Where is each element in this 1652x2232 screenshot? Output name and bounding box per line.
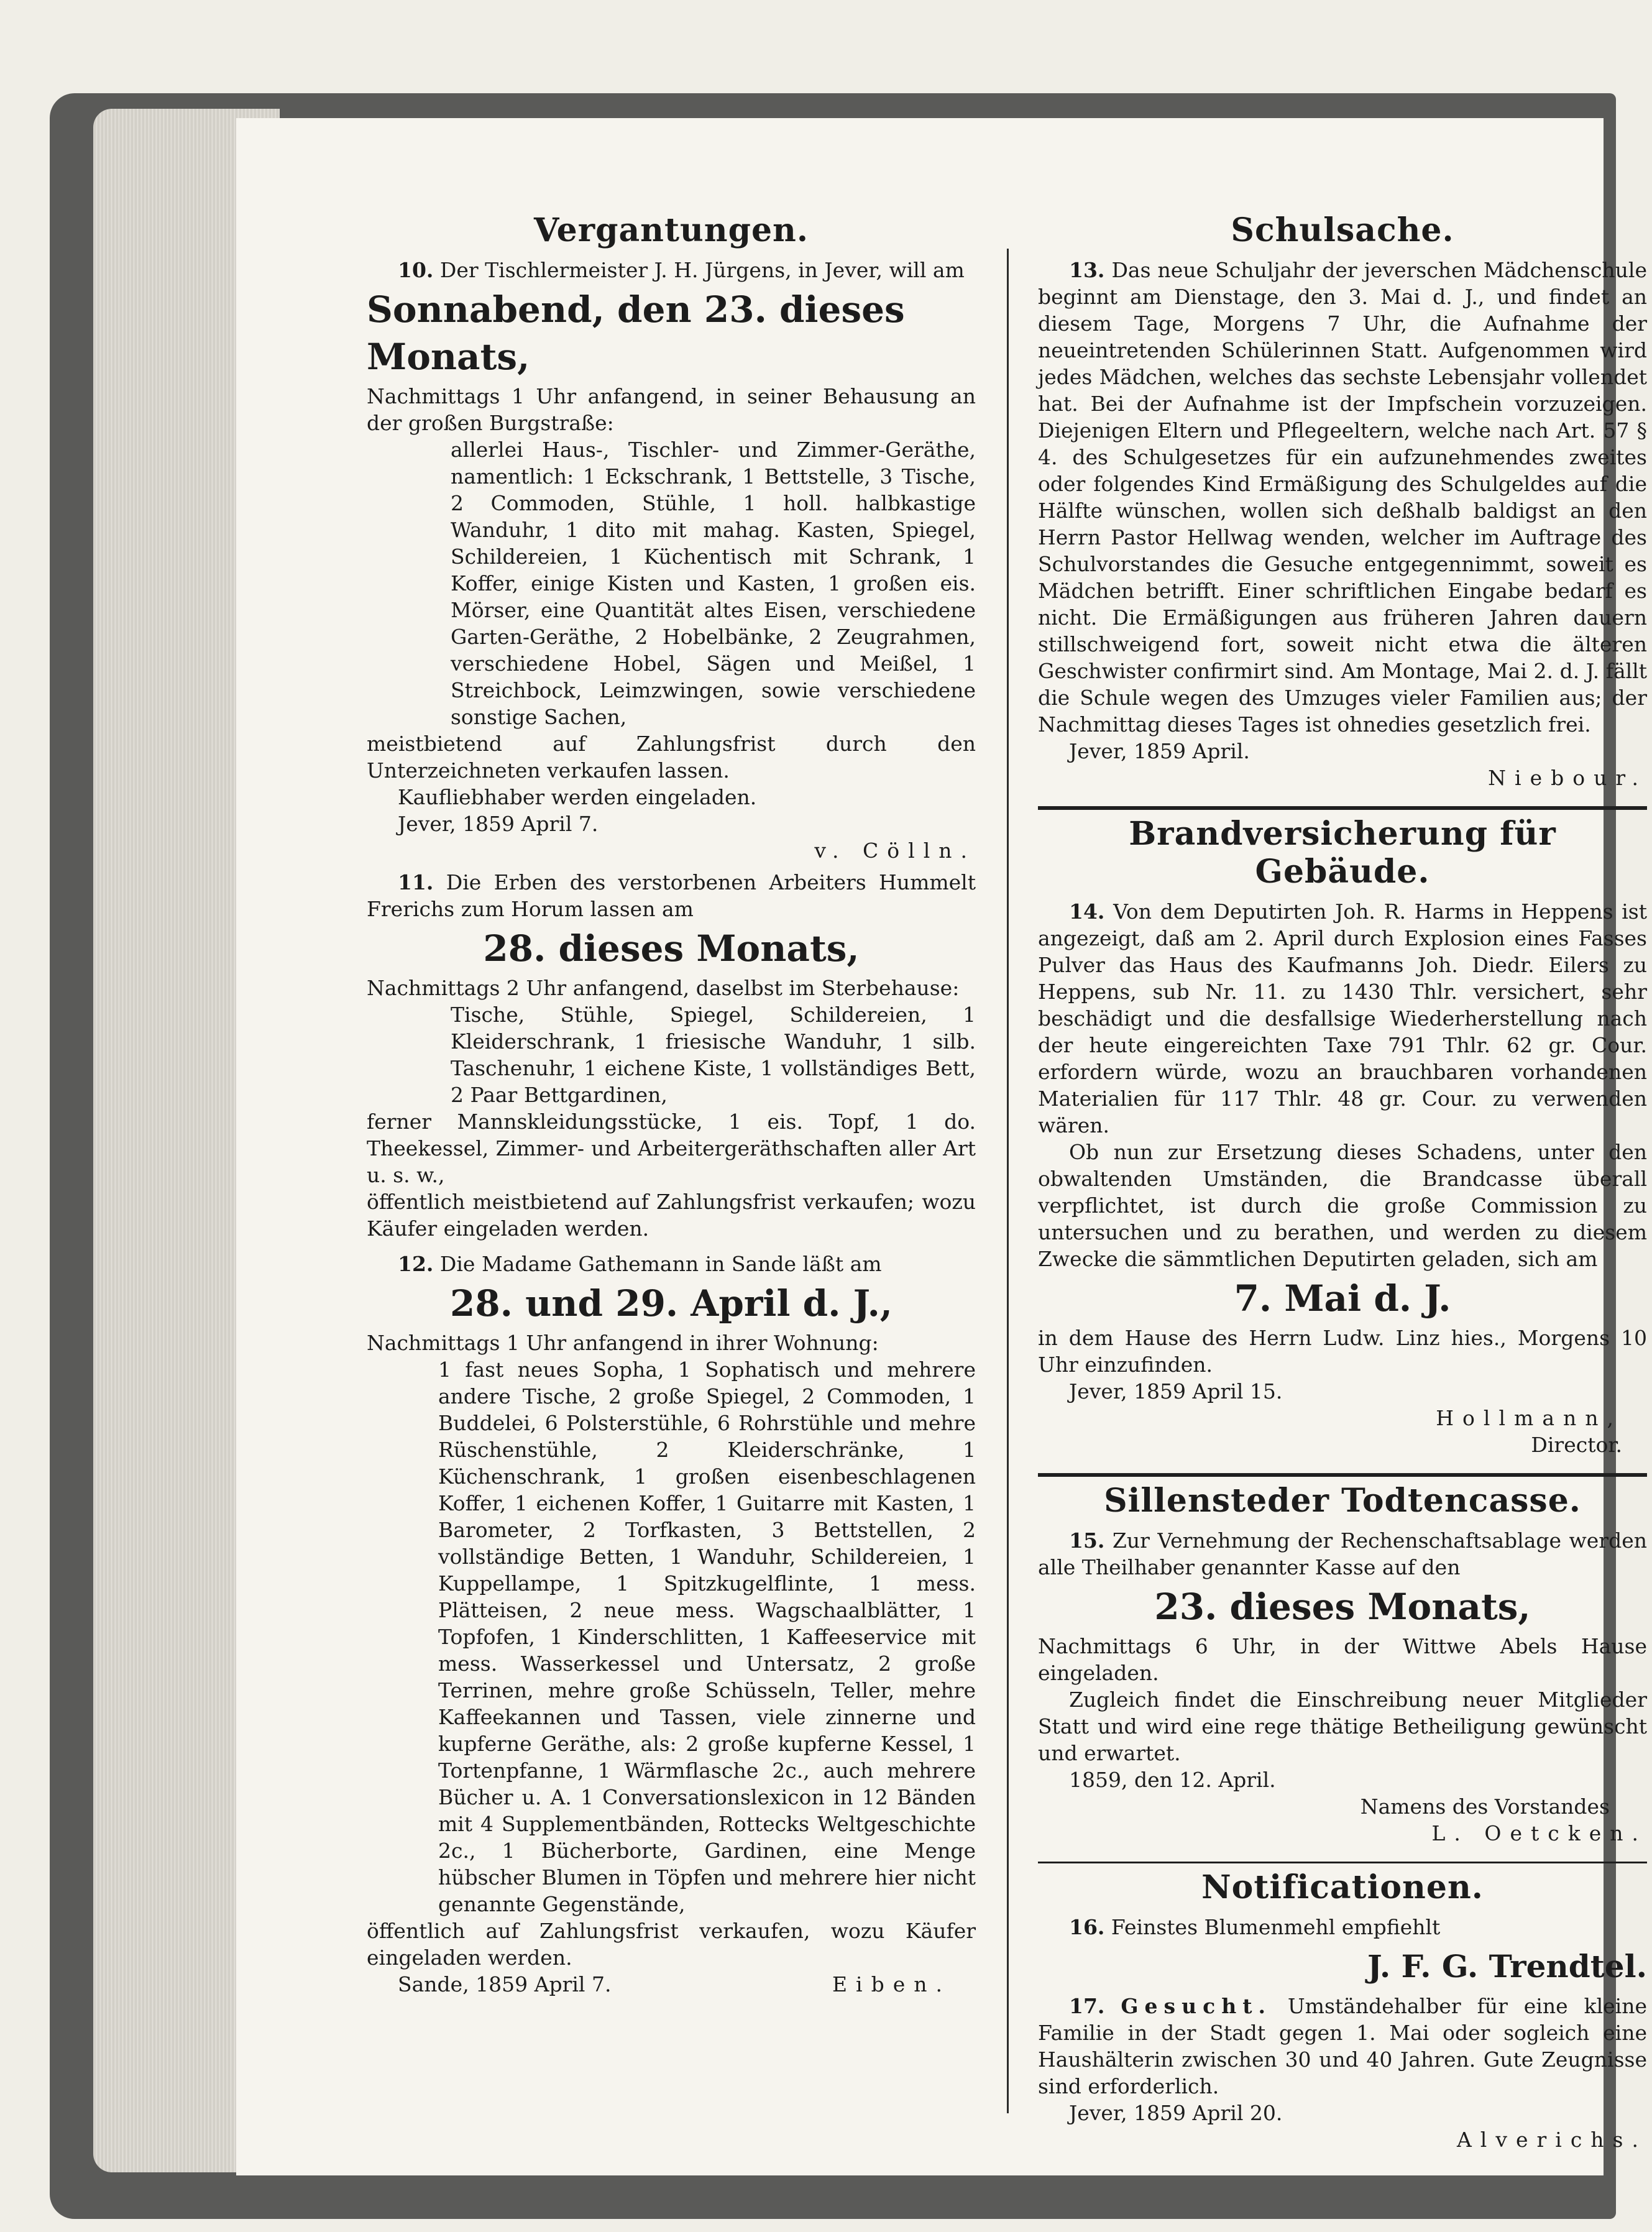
- place-date: Jever, 1859 April 7.: [398, 812, 599, 836]
- section-title: Vergantungen.: [534, 211, 809, 249]
- meeting-time: Nachmittags 6 Uhr, in der Wittwe Abels Hause eingeladen.: [1038, 1634, 1647, 1685]
- place-date: Jever, 1859 April 20.: [1069, 2101, 1283, 2125]
- signature-role: Director.: [1531, 1433, 1622, 1457]
- place-date: Jever, 1859 April.: [1069, 739, 1250, 763]
- signature: L. Oetcken.: [1431, 1821, 1647, 1845]
- section-title: Sillensteder Todtencasse.: [1104, 1482, 1581, 1520]
- ad-text: Umständehalber für eine kleine Familie in der Stadt gegen 1. Mai oder sogleich eine Haushälterin zwischen 30 und 40 Jahren. Gute Zeugnisse sind erforderlich.: [1038, 1994, 1647, 2098]
- signature: v. Cölln.: [814, 838, 976, 863]
- section-schulsache: [1038, 211, 1647, 791]
- signed-for: Namens des Vorstandes: [1360, 1794, 1610, 1819]
- auction-terms: öffentlich auf Zahlungsfrist verkaufen, wozu Käufer eingeladen werden.: [367, 1919, 976, 1970]
- section-todtencasse: [1038, 1482, 1647, 1847]
- section-title: Schulsache.: [1231, 211, 1454, 249]
- place-date: 1859, den 12. April.: [1069, 1768, 1276, 1792]
- signature: Alverichs.: [1456, 2128, 1647, 2152]
- signature: Niebour.: [1488, 766, 1647, 790]
- section-rule: [1038, 1862, 1647, 1863]
- notice-body: Von dem Deputirten Joh. R. Harms in Heppens ist angezeigt, daß am 2. April durch Explosion eines Fasses Pulver das Haus des Kaufmanns Joh. Diedr. Eilers zu Heppens, sub Nr. 11. zu 1430 Thlr. versichert, sehr beschädigt und die desfallsige Wiederherstellung nach der heute eingereichten Taxe 791 Thlr. 62 gr. Cour. erfordern würde, wozu an brauchbaren vorhandenen Materialien für 117 Thlr. 48 gr. Cour. zu verwenden wären.: [1038, 899, 1647, 1137]
- entry-number: 13.: [1069, 258, 1105, 282]
- entry-intro: Die Erben des verstorbenen Arbeiters Hummelt Frerichs zum Horum lassen am: [367, 870, 976, 921]
- entry-number: 14.: [1069, 899, 1105, 924]
- notice-body: Das neue Schuljahr der jeverschen Mädchenschule beginnt am Dienstage, den 3. Mai d. J., und findet an diesem Tage, Morgens 7 Uhr, die Aufnahme der neueintretenden Schülerinnen Statt. Aufgenommen wird jedes Mädchen, welches das sechste Lebensjahr vollendet hat. Bei der Aufnahme ist der Impfschein vorzuzeigen. Diejenigen Eltern und Pflegeeltern, welche nach Art. 57 § 4. des Schulgesetzes für ein aufzunehmendes zweites oder folgendes Kind Ermäßigung des Schulgeldes auf die Hälfte wünschen, wollen sich deßhalb baldigst an den Herrn Pastor Hellwag wenden, welcher im Auftrage des Schulvorstandes die Gesuche entgegennimmt, soweit es Mädchen betrifft. Einer schriftlichen Eingabe bedarf es nicht. Die Ermäßigungen aus früheren Jahren dauern stillschweigend fort, soweit nicht etwa die älteren Geschwister confirmirt sind. Am Montage, Mai 2. d. J. fällt die Schule wegen des Umzuges vieler Familien aus; der Nachmittag dieses Tages ist ohnedies gesetzlich frei.: [1038, 258, 1647, 737]
- entry-number: 15.: [1069, 1528, 1105, 1553]
- meeting-date: 23. dieses Monats,: [1154, 1586, 1531, 1628]
- notice-body-2: Zugleich findet die Einschreibung neuer Mitglieder Statt und wird eine rege thätige Betheiligung gewünscht und erwartet.: [1038, 1688, 1647, 1765]
- section-rule: [1038, 1473, 1647, 1477]
- auction-time: Nachmittags 1 Uhr anfangend, in seiner Behausung an der großen Burgstraße:: [367, 384, 976, 435]
- auction-items: Tische, Stühle, Spiegel, Schildereien, 1 Kleiderschrank, 1 friesische Wanduhr, 1 silb. Taschenuhr, 1 eichene Kiste, 1 vollständiges Bett, 2 Paar Bettgardinen,: [451, 1003, 976, 1107]
- left-column: [367, 205, 976, 1998]
- entry-intro: Der Tischlermeister J. H. Jürgens, in Jever, will am: [439, 258, 965, 282]
- place-date: Sande, 1859 April 7.: [398, 1972, 612, 1996]
- section-title: Notificationen.: [1201, 1868, 1484, 1906]
- auction-items: 1 fast neues Sopha, 1 Sophatisch und mehrere andere Tische, 2 große Spiegel, 2 Commoden, 1 Buddelei, 6 Polsterstühle, 6 Rohrstühle und mehre Rüschenstühle, 2 Kleiderschränke, 1 Küchenschrank, 1 großen eisenbeschlagenen Koffer, 1 eichenen Koffer, 1 Guitarre mit Kasten, 1 Barometer, 2 Torfkasten, 3 Bettstellen, 2 vollständige Betten, 1 Wanduhr, Schildereien, 1 Kuppellampe, 1 Spitzkugelflinte, 1 mess. Plätteisen, 2 neue mess. Wagschaalblätter, 1 Topfofen, 1 Kinderschlitten, 1 Kaffeeservice mit mess. Wasserkessel und Untersatz, 2 große Terrinen, mehre große Schüsseln, Teller, mehre Kaffeekannen und Tassen, viele zinnerne und kupferne Geräthe, als: 2 große kupferne Kessel, 1 Tortenpfanne, 1 Wärmflasche 2c., auch mehrere Bücher u. A. 1 Conversationslexicon in 12 Bänden mit 4 Supplementbänden, Rottecks Weltgeschichte 2c., 1 Bücherborte, Gardinen, eine Menge hübscher Blumen in Töpfen und mehrere hier nicht genannte Gegenstände,: [438, 1357, 976, 1916]
- advertiser-name: J. F. G. Trendtel.: [1367, 1948, 1647, 1985]
- signature: Eiben.: [832, 1972, 951, 1996]
- ad-lead: Gesucht.: [1121, 1994, 1272, 2018]
- notice-body-2: Ob nun zur Ersetzung dieses Schadens, unter den obwaltenden Umständen, die Brandcasse überall verpflichtet, ist durch die große Commission zu untersuchen und zu berathen, und werden zu diesem Zwecke die sämmtlichen Deputirten geladen, sich am: [1038, 1140, 1647, 1271]
- auction-time: Nachmittags 1 Uhr anfangend in ihrer Wohnung:: [367, 1331, 879, 1355]
- entry-12: [367, 1251, 976, 1998]
- ad-text: Feinstes Blumenmehl empfiehlt: [1111, 1915, 1441, 1939]
- entry-intro: Die Madame Gathemann in Sande läßt am: [439, 1252, 882, 1276]
- entry-number: 11.: [398, 870, 434, 894]
- section-rule: [1038, 806, 1647, 810]
- column-divider: [1007, 249, 1009, 2113]
- meeting-date: 7. Mai d. J.: [1234, 1277, 1451, 1320]
- auction-terms: öffentlich meistbietend auf Zahlungsfrist verkaufen; wozu Käufer eingeladen werden.: [367, 1190, 976, 1241]
- section-vergantungen: [367, 211, 976, 864]
- auction-terms: meistbietend auf Zahlungsfrist durch den Unterzeichneten verkaufen lassen.: [367, 732, 976, 783]
- entry-number: 17.: [1069, 1994, 1105, 2018]
- notice-body: Zur Vernehmung der Rechenschaftsablage werden alle Theilhaber genannter Kasse auf den: [1038, 1528, 1647, 1579]
- auction-time: Nachmittags 2 Uhr anfangend, daselbst im Sterbehause:: [367, 976, 960, 1000]
- auction-items: allerlei Haus-, Tischler- und Zimmer-Geräthe, namentlich: 1 Eckschrank, 1 Bettstelle, 3 Tische, 2 Commoden, Stühle, 1 holl. halbkastige Wanduhr, 1 dito mit mahag. Kasten, Spiegel, Schildereien, 1 Küchentisch mit Schrank, 1 Koffer, einige Kisten und Kasten, 1 großen eis. Mörser, eine Quantität altes Eisen, verschiedene Garten-Geräthe, 2 Hobelbänke, 2 Zeugrahmen, verschiedene Hobel, Sägen und Meißel, 1 Streichbock, Leimzwingen, sowie verschiedene sonstige Sachen,: [451, 438, 976, 729]
- place-date: Jever, 1859 April 15.: [1069, 1379, 1283, 1403]
- entry-number: 10.: [398, 258, 434, 282]
- section-notificationen: [1038, 1868, 1647, 2153]
- auction-date: 28. und 29. April d. J.,: [450, 1282, 893, 1325]
- entry-number: 16.: [1069, 1915, 1105, 1939]
- section-brandversicherung: [1038, 815, 1647, 1458]
- right-column: [1038, 205, 1647, 2153]
- section-title: Brandversicherung für Gebäude.: [1129, 815, 1556, 891]
- auction-date: Sonnabend, den 23. dieses Monats,: [367, 288, 905, 378]
- auction-more-items: ferner Mannskleidungsstücke, 1 eis. Topf, 1 do. Theekessel, Zimmer- und Arbeitergeräthschaften aller Art u. s. w.,: [367, 1109, 976, 1187]
- meeting-place: in dem Hause des Herrn Ludw. Linz hies., Morgens 10 Uhr einzufinden.: [1038, 1326, 1647, 1377]
- auction-date: 28. dieses Monats,: [483, 927, 860, 970]
- newspaper-page: [236, 118, 1647, 2175]
- auction-invite: Kaufliebhaber werden eingeladen.: [398, 785, 757, 809]
- entry-11: [367, 869, 976, 1242]
- signature: Hollmann,: [1436, 1406, 1622, 1430]
- entry-number: 12.: [398, 1252, 434, 1276]
